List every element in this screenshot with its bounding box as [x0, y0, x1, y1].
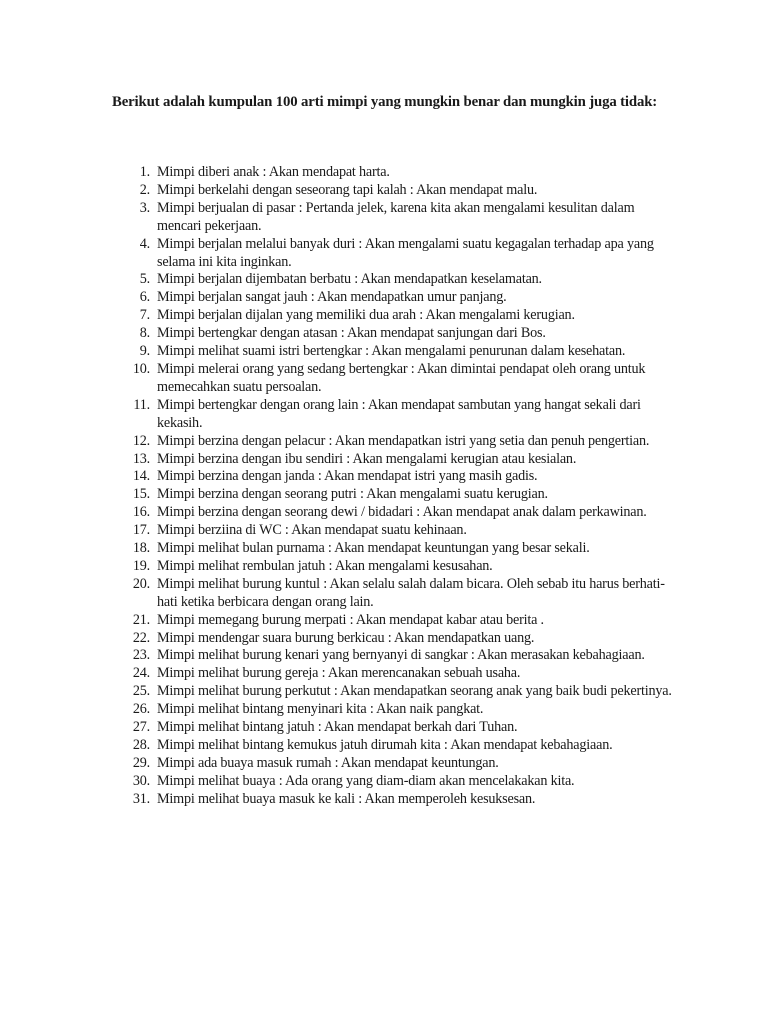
- list-item-text: Mimpi melihat burung gereja : Akan merencanakan sebuah usaha.: [157, 665, 521, 682]
- list-item-text: Mimpi berziina di WC : Akan mendapat suatu kehinaan.: [157, 522, 467, 539]
- list-item-number: 14.: [132, 468, 150, 485]
- list-item-text: Mimpi berzina dengan seorang putri : Akan mengalami suatu kerugian.: [157, 486, 548, 503]
- list-item-number: 7.: [139, 307, 150, 324]
- list-item: [112, 612, 672, 630]
- list-item-text: Mimpi berzina dengan pelacur : Akan mendapatkan istri yang setia dan penuh pengertian.: [157, 432, 650, 449]
- list-item: [112, 200, 672, 236]
- list-item-number: 29.: [132, 754, 150, 771]
- list-item-text: Mimpi melerai orang yang sedang bertengkar : Akan dimintai pendapat oleh orang untuk memecahkan suatu persoalan.: [157, 360, 646, 395]
- list-item: [112, 630, 672, 648]
- list-item-text: Mimpi diberi anak : Akan mendapat harta.: [157, 164, 390, 180]
- list-item-text: Mimpi melihat rembulan jatuh : Akan mengalami kesusahan.: [157, 557, 493, 574]
- list-item-text: Mimpi berzina dengan ibu sendiri : Akan mengalami kerugian atau kesialan.: [157, 450, 577, 467]
- list-item-number: 10.: [132, 360, 150, 377]
- list-item-text: Mimpi mendengar suara burung berkicau : Akan mendapatkan uang.: [157, 629, 535, 646]
- list-item: [112, 236, 672, 272]
- list-item: [112, 683, 672, 701]
- list-item-number: 30.: [132, 772, 150, 789]
- list-item-text: Mimpi melihat bintang kemukus jatuh dirumah kita : Akan mendapat kebahagiaan.: [157, 737, 613, 753]
- list-item-number: 9.: [139, 343, 150, 360]
- list-item-number: 3.: [139, 199, 150, 216]
- list-item-number: 22.: [132, 629, 150, 646]
- list-item-text: Mimpi melihat buaya : Ada orang yang diam-diam akan mencelakakan kita.: [157, 772, 575, 789]
- list-item: [112, 737, 672, 755]
- list-item-number: 12.: [132, 432, 150, 449]
- list-item: [112, 755, 672, 773]
- list-item-text: Mimpi berzina dengan seorang dewi / bidadari : Akan mendapat anak dalam perkawinan.: [157, 504, 647, 521]
- list-item: [112, 343, 672, 361]
- list-item-text: Mimpi berjalan dijembatan berbatu : Akan mendapatkan keselamatan.: [157, 271, 542, 288]
- list-item-text: Mimpi berjalan melalui banyak duri : Akan mengalami suatu kegagalan terhadap apa yang selama ini kita inginkan.: [157, 235, 654, 270]
- list-item: [112, 397, 672, 433]
- list-item-number: 31.: [132, 790, 150, 807]
- list-item-number: 25.: [132, 683, 150, 700]
- list-item: [112, 433, 672, 451]
- list-item-text: Mimpi berjualan di pasar : Pertanda jelek, karena kita akan mengalami kesulitan dalam mencari pekerjaan.: [157, 199, 635, 234]
- list-item: [112, 773, 672, 791]
- list-item-text: Mimpi berjalan dijalan yang memiliki dua arah : Akan mengalami kerugian.: [157, 307, 575, 324]
- dream-meaning-list: [112, 164, 672, 809]
- list-item-number: 27.: [132, 719, 150, 736]
- list-item-number: 2.: [139, 181, 150, 198]
- list-item-text: Mimpi melihat burung kenari yang bernyanyi di sangkar : Akan merasakan kebahagiaan.: [157, 647, 645, 664]
- list-item-text: Mimpi melihat bulan purnama : Akan mendapat keuntungan yang besar sekali.: [157, 540, 590, 557]
- list-item: [112, 522, 672, 540]
- list-item-text: Mimpi bertengkar dengan atasan : Akan mendapat sanjungan dari Bos.: [157, 325, 546, 342]
- list-item-text: Mimpi melihat suami istri bertengkar : Akan mengalami penurunan dalam kesehatan.: [157, 343, 626, 360]
- list-item: [112, 647, 672, 665]
- list-item: [112, 701, 672, 719]
- list-item-number: 26.: [132, 701, 150, 718]
- list-item-text: Mimpi memegang burung merpati : Akan mendapat kabar atau berita .: [157, 611, 544, 628]
- list-item: [112, 540, 672, 558]
- list-item-number: 8.: [139, 325, 150, 342]
- list-item-number: 16.: [132, 504, 150, 521]
- list-item-number: 18.: [132, 540, 150, 557]
- list-item-text: Mimpi melihat buaya masuk ke kali : Akan memperoleh kesuksesan.: [157, 790, 536, 807]
- list-item-text: Mimpi melihat burung kuntul : Akan selalu salah dalam bicara. Oleh sebab itu harus berhati-hati ketika berbicara dengan orang lain.: [157, 575, 665, 610]
- list-item: [112, 289, 672, 307]
- list-item: [112, 307, 672, 325]
- list-item: [112, 451, 672, 469]
- list-item-text: Mimpi berzina dengan janda : Akan mendapat istri yang masih gadis.: [157, 468, 538, 485]
- list-item-text: Mimpi berjalan sangat jauh : Akan mendapatkan umur panjang.: [157, 289, 507, 306]
- list-item-number: 19.: [132, 557, 150, 574]
- list-item: [112, 468, 672, 486]
- list-item: [112, 486, 672, 504]
- document-heading: Berikut adalah kumpulan 100 arti mimpi yang mungkin benar dan mungkin juga tidak:: [112, 94, 658, 110]
- list-item-text: Mimpi melihat bintang menyinari kita : Akan naik pangkat.: [157, 701, 484, 718]
- list-item-text: Mimpi melihat burung perkutut : Akan mendapatkan seorang anak yang baik budi pekertinya.: [157, 683, 672, 700]
- list-item: [112, 791, 672, 809]
- list-item-number: 17.: [132, 522, 150, 539]
- list-item: [112, 665, 672, 683]
- list-item-number: 15.: [132, 486, 150, 503]
- list-item: [112, 325, 672, 343]
- list-item-number: 1.: [139, 164, 150, 180]
- list-item-number: 20.: [132, 575, 150, 592]
- list-item-number: 13.: [132, 450, 150, 467]
- list-item: [112, 361, 672, 397]
- list-item-text: Mimpi melihat bintang jatuh : Akan mendapat berkah dari Tuhan.: [157, 719, 518, 736]
- list-item: [112, 558, 672, 576]
- list-item-number: 23.: [132, 647, 150, 664]
- list-item-number: 21.: [132, 611, 150, 628]
- list-item-text: Mimpi ada buaya masuk rumah : Akan mendapat keuntungan.: [157, 754, 499, 771]
- list-item-number: 11.: [133, 396, 150, 413]
- list-item: [112, 504, 672, 522]
- list-item: [112, 719, 672, 737]
- list-item: [112, 164, 672, 182]
- list-item-number: 5.: [139, 271, 150, 288]
- list-item-number: 6.: [139, 289, 150, 306]
- list-item-number: 28.: [132, 737, 150, 753]
- list-item-text: Mimpi bertengkar dengan orang lain : Akan mendapat sambutan yang hangat sekali dari kekasih.: [157, 396, 641, 431]
- list-item: [112, 182, 672, 200]
- list-item-number: 4.: [139, 235, 150, 252]
- list-item-number: 24.: [132, 665, 150, 682]
- list-item-text: Mimpi berkelahi dengan seseorang tapi kalah : Akan mendapat malu.: [157, 181, 538, 198]
- list-item: [112, 576, 672, 612]
- list-item: [112, 271, 672, 289]
